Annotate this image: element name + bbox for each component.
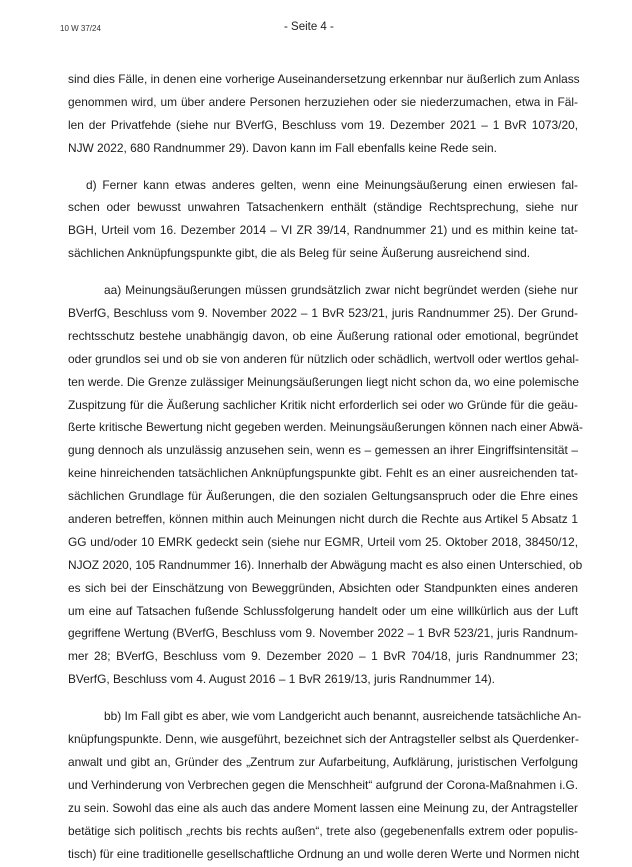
paragraph-line: knüpfungspunkte. Denn, wie ausgeführt, bezeichnet sich der Antragsteller selbst als Querdenker- [68, 732, 579, 747]
paragraph-line: d) Ferner kann etwas anderes gelten, wenn eine Meinungsäußerung einen erwiesen fal- [86, 177, 578, 192]
paragraph-line: ten werde. Die Grenze zulässiger Meinungsäußerungen liegt nicht schon da, wo eine polemische [68, 374, 579, 389]
paragraph-line: tisch) für eine traditionelle gesellschaftliche Ordnung an und wolle deren Werte und Normen nicht [68, 846, 580, 861]
paragraph-line: BVerfG, Beschluss vom 9. November 2022 – 1 BvR 523/21, juris Randnummer 25). Der Grund- [68, 306, 578, 321]
page-number: - Seite 4 - [284, 21, 334, 33]
paragraph-line: genommen wird, um über andere Personen herzuziehen oder sie niederzumachen, etwa in Fäl- [68, 94, 578, 109]
paragraph [68, 705, 582, 865]
paragraph-line: GG und/oder 10 EMRK gedeckt sein (siehe nur EGMR, Urteil vom 25. Oktober 2018, 38450/12, [68, 534, 578, 549]
paragraph-line: sächlichen Grundlage für Äußerungen, die den sozialen Geltungsanspruch oder die Ehre eines [68, 489, 578, 504]
paragraph [68, 174, 578, 266]
paragraph-line: anderen betreffen, können mithin auch Meinungen nicht durch die Rechte aus Artikel 5 Absatz 1 [68, 512, 578, 527]
paragraph-line: es sich bei der Einschätzung von Beweggründen, Absichten oder Standpunkten eines anderen [68, 580, 578, 595]
case-reference: 10 W 37/24 [60, 24, 101, 33]
paragraph-line: und Verhinderung von Verbrechen gegen die Menschheit“ aufgrund der Corona-Maßnahmen i.G. [68, 777, 578, 792]
paragraph-line: len der Privatfehde (siehe nur BVerfG, Beschluss vom 19. Dezember 2021 – 1 BvR 1073/20, [68, 117, 578, 132]
paragraph-line: aa) Meinungsäußerungen müssen grundsätzlich zwar nicht begründet werden (siehe nur [104, 283, 578, 298]
paragraph-line: BVerfG, Beschluss vom 4. August 2016 – 1 BvR 2619/13, juris Randnummer 14). [68, 672, 495, 687]
paragraph-line: gegriffene Wertung (BVerfG, Beschluss vom 9. November 2022 – 1 BvR 523/21, juris Randnum- [68, 626, 578, 641]
paragraph-line: anwalt und gibt an, Gründer des „Zentrum zur Aufarbeitung, Aufklärung, juristischen Verfolgung [68, 754, 578, 769]
paragraph-line: sind dies Fälle, in denen eine vorherige Auseinandersetzung erkennbar nur äußerlich zum Anlass [68, 72, 580, 86]
paragraph-line: rechtsschutz bestehe unabhängig davon, ob eine Äußerung rational oder emotional, begründet [68, 328, 578, 343]
paragraph-line: betätige sich politisch „rechts bis rechts außen“, trete also (gegebenenfalls extrem oder populis- [68, 823, 578, 838]
paragraph-line: oder grundlos sei und ob sie von anderen für nützlich oder schädlich, wertvoll oder wertlos gehal- [68, 351, 579, 366]
paragraph-line: um eine auf Tatsachen fußende Schlussfolgerung handelt oder um eine willkürlich aus der Luft [68, 603, 578, 618]
paragraph-line: keine hinreichenden tatsächlichen Anknüpfungspunkte gibt. Fehlt es an einer ausreichenden tat- [68, 466, 578, 481]
paragraph-line: NJW 2022, 680 Randnummer 29). Davon kann im Fall ebenfalls keine Rede sein. [68, 140, 497, 155]
paragraph-line: schen oder bewusst unwahren Tatsachenkern enthält (ständige Rechtsprechung, siehe nur [68, 200, 578, 215]
paragraph-line: mer 28; BVerfG, Beschluss vom 9. Dezember 2020 – 1 BvR 704/18, juris Randnummer 23; [68, 649, 578, 664]
paragraph [68, 68, 578, 160]
paragraph-line: NJOZ 2020, 105 Randnummer 16). Innerhalb der Abwägung macht es also einen Unterschied, ob [68, 557, 583, 572]
paragraph-line: sächlichen Anknüpfungspunkte gibt, die als Beleg für seine Äußerung ausreichend sind. [68, 246, 531, 261]
paragraph-line: ßerte kritische Bewertung nicht gegeben werden. Meinungsäußerungen können nach einer Abwä- [68, 420, 583, 435]
paragraph-line: Zuspitzung für die Äußerung sachlicher Kritik nicht erforderlich sei oder wo Gründe für die geäu- [68, 397, 578, 412]
paragraph-line: BGH, Urteil vom 16. Dezember 2014 – VI ZR 39/14, Randnummer 21) und es mithin keine tat- [68, 223, 578, 238]
paragraph-line: gung dennoch als unzulässig anzusehen sein, wenn es – gemessen an ihrer Eingriffsintensität – [68, 443, 578, 458]
paragraph [68, 279, 583, 691]
paragraph-line: zu sein. Sowohl das eine als auch das andere Moment lassen eine Meinung zu, der Antragsteller [68, 800, 578, 815]
paragraph-line: bb) Im Fall gibt es aber, wie vom Landgericht auch benannt, ausreichende tatsächliche An- [104, 709, 582, 724]
document-body [68, 68, 583, 865]
